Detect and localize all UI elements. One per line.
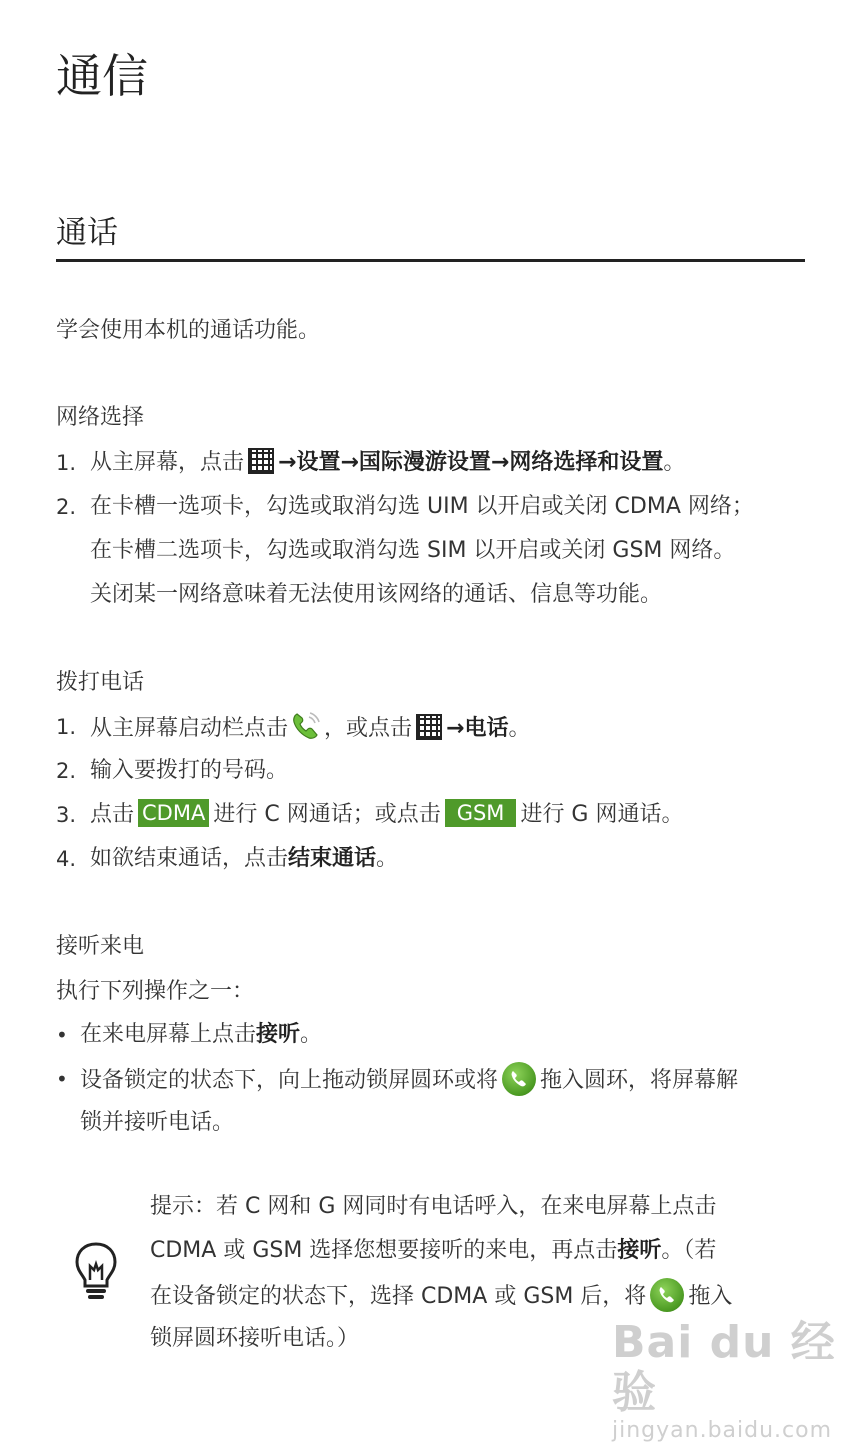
bullet-text-line-2: 锁并接听电话。	[80, 1110, 235, 1135]
answer-lead: 执行下列操作之一：	[56, 979, 255, 1004]
step-text-mid: ，或点击	[324, 716, 413, 741]
step-number: 1.	[56, 451, 77, 475]
bullet-text	[80, 1018, 322, 1052]
step-number: 2.	[56, 495, 77, 519]
step-number: 4.	[56, 847, 77, 871]
step-text-post: 。	[663, 450, 686, 475]
bullet-text-post: 。	[300, 1022, 323, 1047]
grid-icon	[416, 714, 442, 740]
step-text-pre: 如欲结束通话，点击	[90, 846, 289, 871]
end-call-label: 结束通话	[288, 846, 377, 871]
step-text-line-2: 在卡槽二选项卡，勾选或取消勾选 SIM 以开启或关闭 GSM 网络。	[90, 538, 736, 563]
step-text	[90, 446, 685, 480]
step-number: 2.	[56, 759, 77, 783]
bullet-text-post: 拖入圆环，将屏幕解	[540, 1068, 739, 1093]
lightbulb-icon	[72, 1240, 120, 1304]
step-text-line-3: 关闭某一网络意味着无法使用该网络的通话、信息等功能。	[90, 582, 663, 607]
step-menu-path: →电话	[446, 716, 509, 741]
bullet-text-pre: 设备锁定的状态下，向上拖动锁屏圆环或将	[80, 1068, 499, 1093]
step-text	[90, 710, 530, 746]
step-text	[90, 842, 398, 876]
gsm-button: GSM	[445, 799, 517, 827]
step-text: 输入要拨打的号码。	[90, 758, 289, 783]
network-heading: 网络选择	[56, 405, 145, 430]
intro-text: 学会使用本机的通话功能。	[56, 318, 321, 343]
tip-line-4: 锁屏圆环接听电话。）	[150, 1326, 360, 1351]
step-text-post: 。	[508, 716, 531, 741]
tip-text-post: 。（若	[661, 1238, 717, 1263]
tip-line-2	[150, 1234, 716, 1268]
step-text-post: 。	[376, 846, 399, 871]
phone-answer-icon	[502, 1062, 536, 1096]
tip-line-3	[150, 1278, 732, 1314]
bullet-text	[80, 1062, 738, 1098]
baidu-watermark	[612, 1318, 862, 1444]
grid-icon	[248, 448, 274, 474]
dial-heading: 拨打电话	[56, 670, 145, 695]
step-text-pre: 点击	[90, 802, 135, 827]
bullet-mark: •	[56, 1067, 68, 1091]
step-text-mid: 进行 C 网通话；或点击	[213, 802, 441, 827]
tip-text-pre: 在设备锁定的状态下，选择 CDMA 或 GSM 后，将	[150, 1284, 647, 1309]
watermark-url: jingyan.baidu.com	[612, 1418, 833, 1443]
bullet-text-pre: 在来电屏幕上点击	[80, 1022, 257, 1047]
page-title: 通信	[56, 49, 148, 103]
bullet-mark: •	[56, 1023, 68, 1047]
phone-answer-icon	[650, 1278, 684, 1312]
tip-text-pre: CDMA 或 GSM 选择您想要接听的来电，再点击	[150, 1238, 618, 1263]
tip-text-post: 拖入	[688, 1284, 733, 1309]
answer-heading: 接听来电	[56, 934, 145, 959]
section-title: 通话	[56, 215, 118, 251]
phone-icon	[290, 710, 322, 742]
step-text	[90, 798, 683, 832]
answer-label: 接听	[617, 1238, 662, 1263]
step-text-line-1: 在卡槽一选项卡，勾选或取消勾选 UIM 以开启或关闭 CDMA 网络；	[90, 494, 754, 519]
tip-line-1: 提示：若 C 网和 G 网同时有电话呼入，在来电屏幕上点击	[150, 1194, 717, 1219]
step-menu-path: →设置→国际漫游设置→网络选择和设置	[278, 450, 664, 475]
cdma-button: CDMA	[138, 799, 209, 827]
step-text-pre: 从主屏幕，点击	[90, 450, 245, 475]
answer-label: 接听	[256, 1022, 301, 1047]
step-number: 1.	[56, 715, 77, 739]
step-text-pre: 从主屏幕启动栏点击	[90, 716, 289, 741]
section-divider	[56, 259, 805, 262]
step-text-post: 进行 G 网通话。	[520, 802, 684, 827]
step-number: 3.	[56, 803, 77, 827]
watermark-logo-text: Bai du 经验	[612, 1317, 836, 1418]
